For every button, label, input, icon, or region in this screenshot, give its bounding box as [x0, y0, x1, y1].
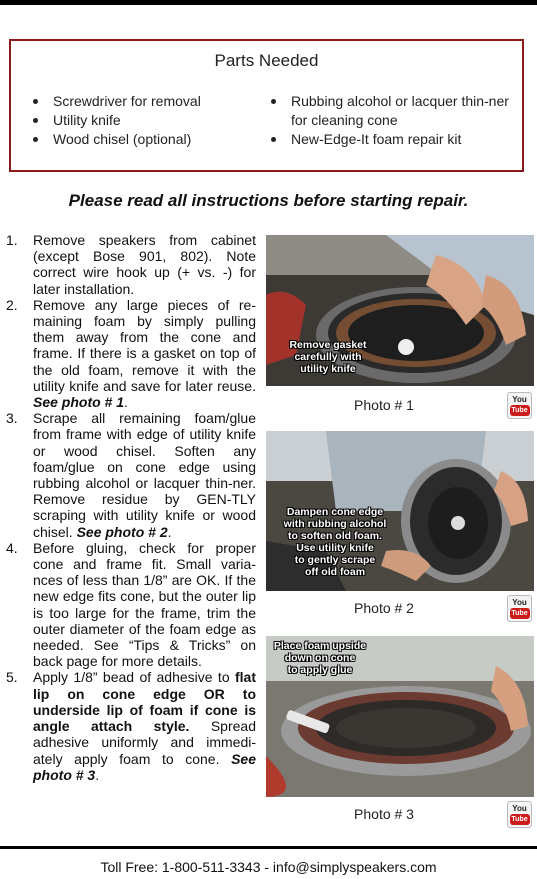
caption-line: with rubbing alcohol — [283, 518, 387, 530]
caption-line: utility knife — [300, 363, 356, 375]
step-text: Remove speakers from cabinet (except Bose 901, 802). Note correct wire hook up (+ vs. -) for later installation. — [33, 232, 256, 297]
bottom-rule — [0, 846, 537, 849]
step-item — [6, 297, 256, 410]
step-end: . — [124, 394, 128, 411]
top-rule — [0, 0, 537, 5]
caption-line: Dampen cone edge — [286, 506, 384, 518]
youtube-icon: You — [512, 804, 527, 813]
caption-line: Place foam upside — [273, 640, 367, 652]
step-number: 1. — [6, 232, 18, 248]
parts-item: Rubbing alcohol or lacquer thin-ner for cleaning cone — [269, 92, 519, 130]
parts-list-left — [31, 92, 251, 149]
youtube-tube-text: Tube — [511, 816, 528, 823]
youtube-link-photo-2[interactable] — [507, 595, 532, 622]
youtube-link-photo-3[interactable] — [507, 801, 532, 828]
photo-2-label: Photo # 2 — [354, 600, 414, 616]
step-item — [6, 410, 256, 540]
photo-1-label: Photo # 1 — [354, 397, 414, 413]
step-item — [6, 669, 256, 782]
parts-needed-box — [9, 39, 524, 172]
step-end: . — [95, 766, 100, 783]
photo-reference: See photo # 2 — [76, 523, 168, 540]
parts-title: Parts Needed — [214, 51, 319, 70]
caption-line: to gently scrape — [294, 554, 376, 566]
youtube-tube-text: Tube — [511, 610, 528, 617]
step-text: Scrape all remaining foam/glue from frame with edge of utility knife or wood chisel. Soften any foam/glue on cone edge using rubbing alcohol or lacquer thin-ner. Remove residue by GEN-TLY scraping with utility knife or wood chisel. — [33, 410, 256, 540]
youtube-tube-text: Tube — [511, 407, 528, 414]
youtube-icon: You — [512, 598, 527, 607]
step-text: Spread adhesive uniformly and immedi-ately apply foam to cone. — [33, 718, 256, 767]
youtube-link-photo-1[interactable] — [507, 392, 532, 419]
photo-reference: See photo # 1 — [33, 394, 125, 411]
caption-line: Remove gasket — [289, 339, 367, 351]
caption-line: to apply glue — [287, 664, 353, 676]
caption-line: Use utility knife — [296, 542, 374, 554]
parts-item: Wood chisel (optional) — [31, 130, 251, 149]
instruction-steps — [6, 232, 256, 783]
photo-3 — [266, 636, 534, 797]
photo-2-caption — [270, 506, 400, 578]
photo-1 — [266, 235, 534, 386]
step-item — [6, 540, 256, 670]
step-text: Apply 1/8” bead of adhesive to — [33, 669, 235, 686]
caption-line: to soften old foam. — [288, 530, 382, 542]
step-end: . — [167, 523, 172, 540]
photo-1-caption — [278, 339, 378, 375]
parts-item: Screwdriver for removal — [31, 92, 251, 111]
read-instructions-notice: Please read all instructions before starting repair. — [68, 191, 469, 210]
step-number: 3. — [6, 410, 18, 427]
caption-line: off old foam — [304, 566, 366, 578]
photo-2 — [266, 431, 534, 591]
youtube-icon: You — [512, 395, 527, 404]
step-text: Remove any large pieces of re-maining foam by simply pulling them away from the cone and frame. If there is a gasket on top of the old foam, remove it with the utility knife and save for later reuse. — [33, 296, 256, 394]
step-text: Before gluing, check for proper cone and frame fit. Small varia-nces of less than 1/8” are OK. If the new edge fits cone, but the outer lip is too large for the frame, trim the outer diameter of the foam edge as needed. See “Tips & Tricks” on back page for more details. — [33, 539, 256, 670]
photo-reference: See photo # 3 — [33, 750, 256, 783]
photo-3-label: Photo # 3 — [354, 806, 414, 822]
caption-line: carefully with — [294, 351, 362, 363]
parts-item: New-Edge-It foam repair kit — [269, 130, 519, 149]
step-number: 2. — [6, 296, 18, 313]
step-bold-text: flat lip on cone edge OR to underside lip of foam if cone is angle attach style. — [33, 669, 256, 735]
step-number: 4. — [6, 539, 18, 556]
parts-item: Utility knife — [31, 111, 251, 130]
parts-list-right — [269, 92, 519, 149]
photo-3-caption — [268, 640, 372, 676]
footer-contact: Toll Free: 1-800-511-3343 - info@simplyspeakers.com — [100, 859, 437, 875]
step-item — [6, 232, 256, 297]
step-number: 5. — [6, 669, 18, 686]
caption-line: down on cone — [284, 652, 356, 664]
